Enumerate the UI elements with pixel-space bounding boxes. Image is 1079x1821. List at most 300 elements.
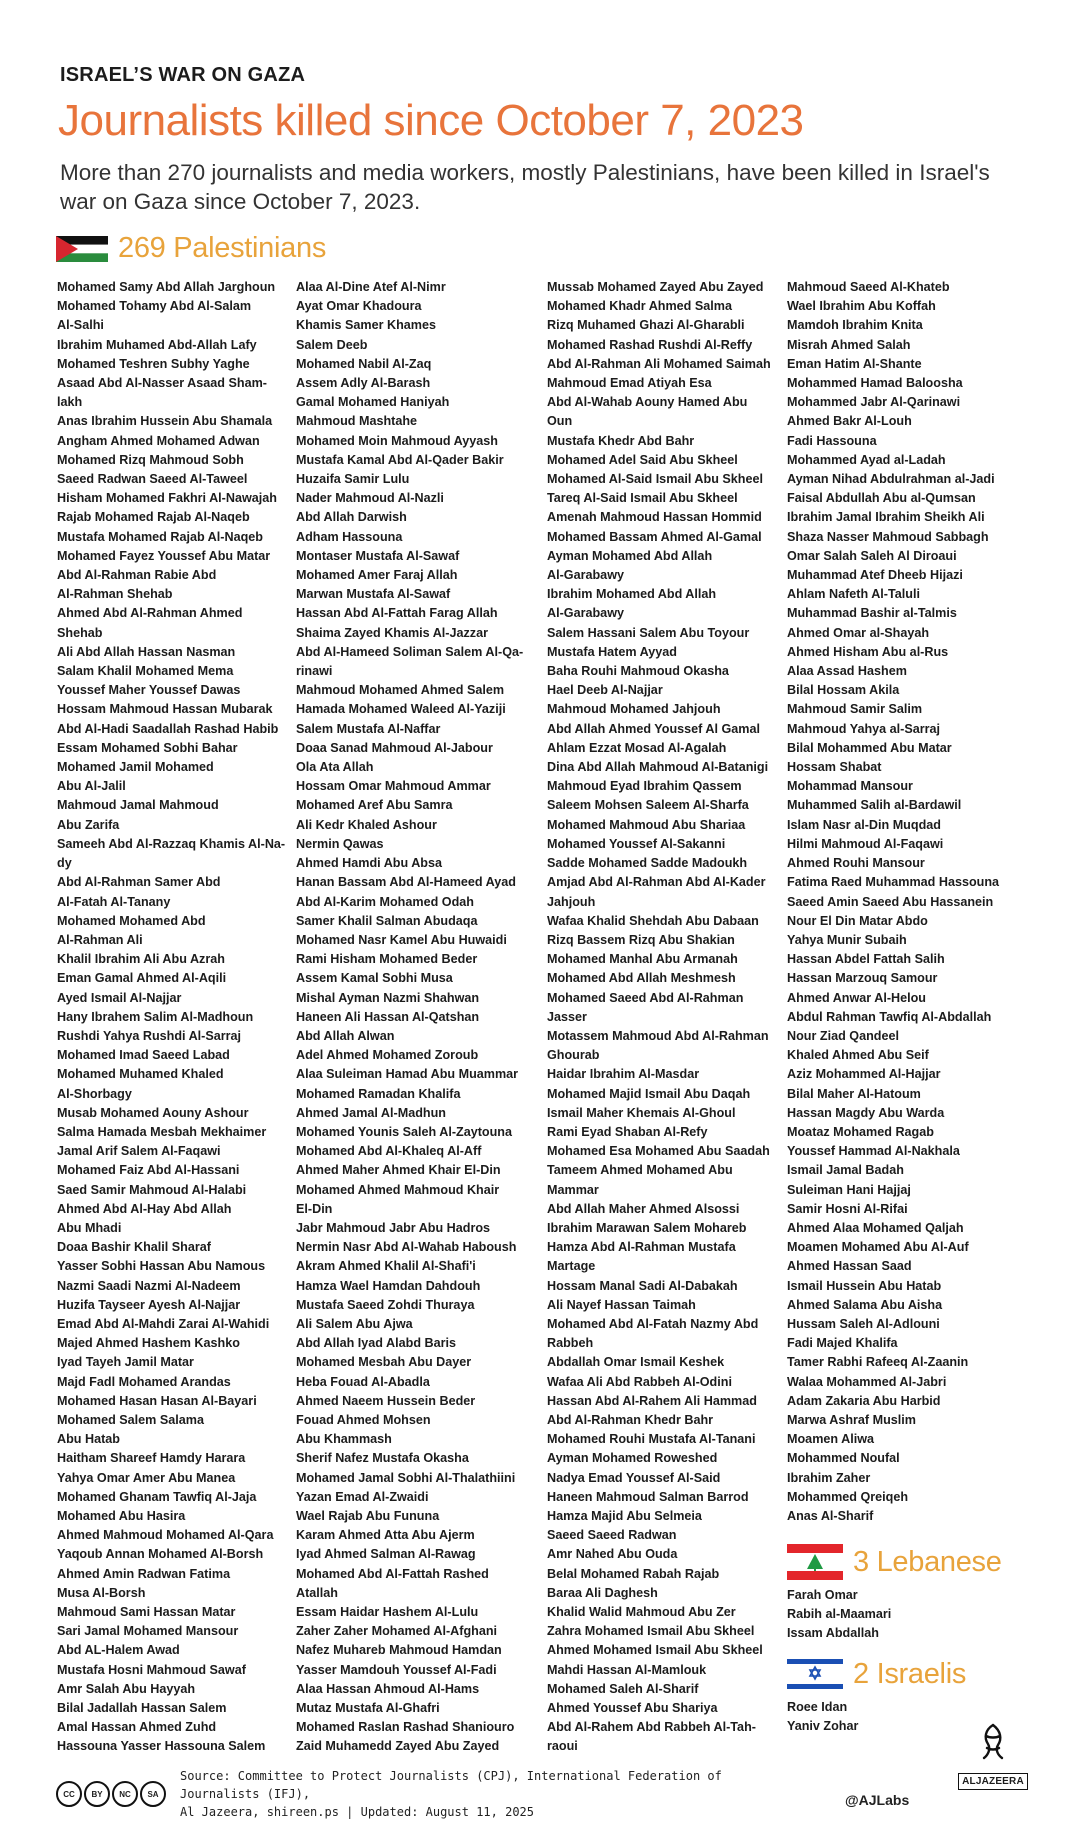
name-entry: Mohamed Raslan Rashad Shaniouro bbox=[296, 1720, 515, 1735]
name-entry: Abd Al-Rahem Abd Rabbeh Al-Tah- bbox=[547, 1720, 756, 1735]
name-entry: Hamada Mohamed Waleed Al-Yaziji bbox=[296, 702, 506, 717]
name-entry: Hussam Saleh Al-Adlouni bbox=[787, 1316, 940, 1331]
names-column-1 bbox=[57, 278, 289, 1757]
name-entry: Farah Omar bbox=[787, 1588, 858, 1602]
name-entry: Montaser Mustafa Al-Sawaf bbox=[296, 548, 460, 563]
name-entry: Ali Abd Allah Hassan Nasman bbox=[57, 644, 236, 659]
name-entry: Abd Al-Wahab Aouny Hamed Abu bbox=[547, 395, 748, 410]
aljazeera-wordmark: ALJAZEERA bbox=[958, 1773, 1028, 1790]
name-entry: Omar Salah Saleh Al Diroaui bbox=[787, 548, 957, 563]
name-entry: Ibrahim Jamal Ibrahim Sheikh Ali bbox=[787, 510, 985, 525]
name-entry: Marwan Mustafa Al-Sawaf bbox=[296, 587, 451, 602]
name-entry: Bilal Maher Al-Hatoum bbox=[787, 1086, 921, 1101]
name-entry: Ayman Nihad Abdulrahman al-Jadi bbox=[787, 472, 995, 487]
name-entry: Mutaz Mustafa Al-Ghafri bbox=[296, 1701, 440, 1716]
name-entry: Mustafa Saeed Zohdi Thuraya bbox=[296, 1297, 475, 1312]
name-entry: Haitham Shareef Hamdy Harara bbox=[57, 1451, 246, 1466]
name-entry: Anas Ibrahim Hussein Abu Shamala bbox=[57, 414, 273, 429]
name-entry: Abu Hatab bbox=[57, 1432, 120, 1447]
name-entry: Mahmoud Mohamed Ahmed Salem bbox=[296, 683, 505, 698]
name-entry: Mohamed Tohamy Abd Al-Salam bbox=[57, 299, 252, 314]
name-entry: Hossam Mahmoud Hassan Mubarak bbox=[57, 702, 273, 717]
name-entry: Mohamed Teshren Subhy Yaghe bbox=[57, 356, 250, 371]
name-entry: Issam Abdallah bbox=[787, 1626, 879, 1641]
palestinians-heading bbox=[56, 232, 326, 265]
name-entry: Youssef Hammad Al-Nakhala bbox=[787, 1144, 960, 1159]
name-entry: Jabr Mahmoud Jabr Abu Hadros bbox=[296, 1220, 491, 1235]
name-entry: Hamza Abd Al-Rahman Mustafa bbox=[547, 1240, 736, 1255]
name-entry: Ghourab bbox=[547, 1048, 600, 1063]
name-entry: El-Din bbox=[296, 1201, 333, 1216]
name-entry: Al-Rahman Shehab bbox=[57, 587, 173, 602]
name-entry: Baha Rouhi Mahmoud Okasha bbox=[547, 664, 729, 679]
aljazeera-emblem-icon bbox=[976, 1722, 1010, 1762]
name-entry: Abd Allah Darwish bbox=[296, 510, 407, 525]
name-entry: Hassan Abd Al-Rahem Ali Hammad bbox=[547, 1393, 757, 1408]
name-entry: Saeed Amin Saeed Abu Hassanein bbox=[787, 894, 994, 909]
name-entry: Ahmed Hisham Abu al-Rus bbox=[787, 644, 949, 659]
name-entry: Angham Ahmed Mohamed Adwan bbox=[57, 433, 260, 448]
name-entry: Hassan Abd Al-Fattah Farag Allah bbox=[296, 606, 498, 621]
name-entry: Zaher Zaher Mohamed Al-Afghani bbox=[296, 1624, 498, 1639]
name-entry: Tamer Rabhi Rafeeq Al-Zaanin bbox=[787, 1355, 969, 1370]
name-entry: Abd Al-Karim Mohamed Odah bbox=[296, 894, 474, 909]
lebanon-flag-icon bbox=[787, 1544, 843, 1580]
name-entry: Mohamed Ghanam Tawfiq Al-Jaja bbox=[57, 1489, 257, 1504]
name-entry: Hilmi Mahmoud Al-Faqawi bbox=[787, 836, 944, 851]
by-icon: BY bbox=[84, 1781, 110, 1807]
name-entry: Mohamed Nabil Al-Zaq bbox=[296, 356, 432, 371]
name-entry: Ahmed Abd Al-Hay Abd Allah bbox=[57, 1201, 232, 1216]
name-entry: Assem Adly Al-Barash bbox=[296, 376, 431, 391]
name-entry: Moamen Aliwa bbox=[787, 1432, 875, 1447]
name-entry: Iyad Ahmed Salman Al-Rawag bbox=[296, 1547, 476, 1562]
name-entry: Fouad Ahmed Mohsen bbox=[296, 1412, 431, 1427]
name-entry: Adel Ahmed Mohamed Zoroub bbox=[296, 1048, 479, 1063]
name-entry: Ibrahim Marawan Salem Mohareb bbox=[547, 1220, 747, 1235]
name-entry: Bilal Hossam Akila bbox=[787, 683, 900, 698]
name-entry: Hassan Magdy Abu Warda bbox=[787, 1105, 945, 1120]
name-entry: Muhammad Bashir al-Talmis bbox=[787, 606, 957, 621]
name-entry: Fatima Raed Muhammad Hassouna bbox=[787, 875, 1000, 890]
name-entry: Sherif Nafez Mustafa Okasha bbox=[296, 1451, 469, 1466]
name-entry: Hossam Omar Mahmoud Ammar bbox=[296, 779, 491, 794]
name-entry: Emad Abd Al-Mahdi Zarai Al-Wahidi bbox=[57, 1316, 270, 1331]
name-entry: Mohammed Qreiqeh bbox=[787, 1489, 909, 1504]
name-entry: Hamza Wael Hamdan Dahdouh bbox=[296, 1278, 481, 1293]
name-entry: Amr Salah Abu Hayyah bbox=[57, 1681, 196, 1696]
name-entry: Amenah Mahmoud Hassan Hommid bbox=[547, 510, 762, 525]
names-column-4 bbox=[787, 278, 1019, 1526]
name-entry: Mahmoud Saeed Al-Khateb bbox=[787, 280, 950, 294]
source-note bbox=[180, 1767, 780, 1821]
name-entry: Majed Ahmed Hashem Kashko bbox=[57, 1336, 240, 1351]
sa-icon: SA bbox=[140, 1781, 166, 1807]
name-entry: Haidar Ibrahim Al-Masdar bbox=[547, 1067, 700, 1082]
israel-flag-icon bbox=[787, 1656, 843, 1692]
name-entry: Alaa Suleiman Hamad Abu Muammar bbox=[296, 1067, 519, 1082]
name-entry: Suleiman Hani Hajjaj bbox=[787, 1182, 911, 1197]
name-entry: Mohamed Amer Faraj Allah bbox=[296, 568, 458, 583]
name-entry: Al-Shorbagy bbox=[57, 1086, 132, 1101]
name-entry: rinawi bbox=[296, 664, 333, 679]
name-entry: Rajab Mohamed Rajab Al-Naqeb bbox=[57, 510, 250, 525]
name-entry: Hany Ibrahem Salim Al-Madhoun bbox=[57, 1009, 254, 1024]
name-entry: Khamis Samer Khames bbox=[296, 318, 436, 333]
name-entry: Abu Zarifa bbox=[57, 817, 120, 832]
name-entry: Mahmoud Eyad Ibrahim Qassem bbox=[547, 779, 742, 794]
name-entry: Marwa Ashraf Muslim bbox=[787, 1412, 916, 1427]
subtitle: More than 270 journalists and media workers, mostly Palestinians, have been killed in Israel's war on Gaza since October 7, 2023. bbox=[60, 160, 990, 214]
name-entry: Mahmoud Samir Salim bbox=[787, 702, 923, 717]
name-entry: Yasser Sobhi Hassan Abu Namous bbox=[57, 1259, 266, 1274]
name-entry: Mohamed Aref Abu Samra bbox=[296, 798, 453, 813]
name-entry: Saed Samir Mahmoud Al-Halabi bbox=[57, 1182, 247, 1197]
name-entry: Hassan Abdel Fattah Salih bbox=[787, 952, 945, 967]
name-entry: Nermin Nasr Abd Al-Wahab Haboush bbox=[296, 1240, 517, 1255]
name-entry: dy bbox=[57, 856, 72, 871]
name-entry: Wael Rajab Abu Fununa bbox=[296, 1509, 440, 1523]
name-entry: Abd Allah Alwan bbox=[296, 1028, 395, 1043]
lebanese-heading bbox=[787, 1544, 1002, 1580]
name-entry: Shaima Zayed Khamis Al-Jazzar bbox=[296, 625, 489, 640]
name-entry: Al-Garabawy bbox=[547, 568, 624, 583]
name-entry: Yaniv Zohar bbox=[787, 1719, 859, 1734]
name-entry: Ahmed Amin Radwan Fatima bbox=[57, 1566, 231, 1581]
name-entry: Khalid Walid Mahmoud Abu Zer bbox=[547, 1605, 736, 1620]
name-entry: Mohamed Rouhi Mustafa Al-Tanani bbox=[547, 1432, 756, 1447]
name-entry: Roee Idan bbox=[787, 1700, 848, 1714]
name-entry: Mohamed Abd Al-Fatah Nazmy Abd bbox=[547, 1316, 759, 1331]
name-entry: Nour Ziad Qandeel bbox=[787, 1028, 899, 1043]
name-entry: Mohamed Ahmed Mahmoud Khair bbox=[296, 1182, 500, 1197]
name-entry: Abd Al-Hadi Saadallah Rashad Habib bbox=[57, 721, 279, 736]
name-entry: Mohamed Abd Al-Khaleq Al-Aff bbox=[296, 1144, 482, 1159]
aljazeera-logo bbox=[958, 1722, 1028, 1790]
name-entry: Salem Deeb bbox=[296, 337, 368, 352]
name-entry: Abd Allah Maher Ahmed Alsossi bbox=[547, 1201, 740, 1216]
name-entry: Musab Mohamed Aouny Ashour bbox=[57, 1105, 249, 1120]
name-entry: Wael Ibrahim Abu Koffah bbox=[787, 299, 936, 314]
name-entry: Aziz Mohammed Al-Hajjar bbox=[787, 1067, 941, 1082]
name-entry: Bilal Mohammed Abu Matar bbox=[787, 740, 952, 755]
name-entry: Hanan Bassam Abd Al-Hameed Ayad bbox=[296, 875, 516, 890]
name-entry: Moataz Mohamed Ragab bbox=[787, 1124, 934, 1139]
name-entry: Mohamed Mahmoud Abu Shariaa bbox=[547, 817, 746, 832]
name-entry: Khaled Ahmed Abu Seif bbox=[787, 1048, 929, 1063]
name-entry: Salem Mustafa Al-Naffar bbox=[296, 721, 441, 736]
name-entry: Ahlam Ezzat Mosad Al-Agalah bbox=[547, 740, 727, 755]
name-entry: Mohammed Jabr Al-Qarinawi bbox=[787, 395, 961, 410]
name-entry: Mohamed Muhamed Khaled bbox=[57, 1067, 224, 1082]
cc-icon: CC bbox=[56, 1781, 82, 1807]
name-entry: Ayed Ismail Al-Najjar bbox=[57, 990, 182, 1005]
name-entry: Mohamed Saleh Al-Sharif bbox=[547, 1681, 699, 1696]
name-entry: Essam Haidar Hashem Al-Lulu bbox=[296, 1605, 479, 1620]
name-entry: Muhammed Salih al-Bardawil bbox=[787, 798, 962, 813]
name-entry: Hossam Shabat bbox=[787, 760, 882, 775]
name-entry: Abu Khammash bbox=[296, 1432, 392, 1447]
name-entry: Akram Ahmed Khalil Al-Shafi'i bbox=[296, 1259, 476, 1274]
name-entry: Yahya Munir Subaih bbox=[787, 932, 907, 947]
name-entry: Ayat Omar Khadoura bbox=[296, 299, 422, 314]
name-entry: Belal Mohamed Rabah Rajab bbox=[547, 1566, 720, 1581]
name-entry: Hael Deeb Al-Najjar bbox=[547, 683, 663, 698]
name-entry: Doaa Bashir Khalil Sharaf bbox=[57, 1240, 211, 1255]
name-entry: lakh bbox=[57, 395, 83, 410]
name-entry: Rizq Bassem Rizq Abu Shakian bbox=[547, 932, 735, 947]
name-entry: Rabbeh bbox=[547, 1336, 594, 1351]
name-entry: Salem Hassani Salem Abu Toyour bbox=[547, 625, 750, 640]
name-entry: Mahdi Hassan Al-Mamlouk bbox=[547, 1662, 707, 1677]
name-entry: Nader Mahmoud Al-Nazli bbox=[296, 491, 444, 506]
name-entry: Mohammed Noufal bbox=[787, 1451, 900, 1466]
name-entry: Ahmed Rouhi Mansour bbox=[787, 856, 925, 871]
name-entry: Misrah Ahmed Salah bbox=[787, 337, 911, 352]
name-entry: Ahmed Youssef Abu Shariya bbox=[547, 1701, 718, 1716]
name-entry: Amjad Abd Al-Rahman Abd Al-Kader bbox=[547, 875, 766, 890]
name-entry: Mahmoud Emad Atiyah Esa bbox=[547, 376, 712, 391]
name-entry: Iyad Tayeh Jamil Matar bbox=[57, 1355, 194, 1370]
name-entry: Doaa Sanad Mahmoud Al-Jabour bbox=[296, 740, 493, 755]
name-entry: Motassem Mahmoud Abd Al-Rahman bbox=[547, 1028, 769, 1043]
name-entry: Assem Kamal Sobhi Musa bbox=[296, 971, 453, 986]
name-entry: Shehab bbox=[57, 625, 103, 640]
name-entry: Oun bbox=[547, 414, 573, 429]
name-entry: Ali Salem Abu Ajwa bbox=[296, 1316, 413, 1331]
name-entry: Al-Fatah Al-Tanany bbox=[57, 894, 171, 909]
name-entry: Tareq Al-Said Ismail Abu Skheel bbox=[547, 491, 738, 506]
name-entry: Abu Mhadi bbox=[57, 1220, 122, 1235]
name-entry: Ahmed Bakr Al-Louh bbox=[787, 414, 912, 429]
name-entry: Mohamed Abu Hasira bbox=[57, 1509, 186, 1523]
name-entry: Saeed Saeed Radwan bbox=[547, 1528, 677, 1543]
name-entry: Majd Fadl Mohamed Arandas bbox=[57, 1374, 231, 1389]
name-entry: Huzifa Tayseer Ayesh Al-Najjar bbox=[57, 1297, 241, 1312]
name-entry: Mahmoud Mashtahe bbox=[296, 414, 418, 429]
name-entry: Abd AL-Halem Awad bbox=[57, 1643, 180, 1658]
name-entry: Mohamed Hasan Hasan Al-Bayari bbox=[57, 1393, 257, 1408]
name-entry: Ola Ata Allah bbox=[296, 760, 374, 775]
lebanese-names bbox=[787, 1586, 1019, 1644]
name-entry: Huzaifa Samir Lulu bbox=[296, 472, 410, 487]
name-entry: Adham Hassouna bbox=[296, 529, 403, 544]
name-entry: Mohamed Rashad Rushdi Al-Reffy bbox=[547, 337, 753, 352]
name-entry: Salam Khalil Mohamed Mema bbox=[57, 664, 234, 679]
name-entry: Jasser bbox=[547, 1009, 587, 1024]
name-entry: Samer Khalil Salman Abudaqa bbox=[296, 913, 478, 928]
name-entry: Abd Al-Hameed Soliman Salem Al-Qa- bbox=[296, 644, 524, 659]
name-entry: Mohamed Adel Said Abu Skheel bbox=[547, 452, 738, 467]
name-entry: Shaza Nasser Mahmoud Sabbagh bbox=[787, 529, 989, 544]
name-entry: Bilal Jadallah Hassan Salem bbox=[57, 1701, 227, 1716]
name-entry: Ali Nayef Hassan Taimah bbox=[547, 1297, 696, 1312]
name-entry: Mustafa Hosni Mahmoud Sawaf bbox=[57, 1662, 246, 1677]
name-entry: Ahlam Nafeth Al-Taluli bbox=[787, 587, 920, 602]
name-entry: Mohamed Samy Abd Allah Jarghoun bbox=[57, 280, 276, 294]
name-entry: Ahmed Mahmoud Mohamed Al-Qara bbox=[57, 1528, 274, 1543]
name-entry: Ayman Mohamed Roweshed bbox=[547, 1451, 718, 1466]
name-entry: Faisal Abdullah Abu al-Qumsan bbox=[787, 491, 976, 506]
name-entry: Mamdoh Ibrahim Knita bbox=[787, 318, 923, 333]
name-entry: Muhammad Atef Dheeb Hijazi bbox=[787, 568, 963, 583]
name-entry: Ibrahim Muhamed Abd-Allah Lafy bbox=[57, 337, 257, 352]
name-entry: Mohamed Khadr Ahmed Salma bbox=[547, 299, 732, 314]
name-entry: Yahya Omar Amer Abu Manea bbox=[57, 1470, 236, 1485]
kicker: ISRAEL’S WAR ON GAZA bbox=[60, 64, 306, 86]
name-entry: Heba Fouad Al-Abadla bbox=[296, 1374, 430, 1389]
name-entry: Abd Al-Rahman Ali Mohamed Saimah bbox=[547, 356, 771, 371]
name-entry: Abdul Rahman Tawfiq Al-Abdallah bbox=[787, 1009, 992, 1024]
name-entry: Mohamed Majid Ismail Abu Daqah bbox=[547, 1086, 751, 1101]
name-entry: Ahmed Anwar Al-Helou bbox=[787, 990, 927, 1005]
name-entry: Mammar bbox=[547, 1182, 599, 1197]
name-entry: Mishal Ayman Nazmi Shahwan bbox=[296, 990, 480, 1005]
nc-icon: NC bbox=[112, 1781, 138, 1807]
names-column-2 bbox=[296, 278, 532, 1757]
name-entry: Sameeh Abd Al-Razzaq Khamis Al-Na- bbox=[57, 836, 286, 851]
name-entry: Mohammed Ayad al-Ladah bbox=[787, 452, 946, 467]
name-entry: Asaad Abd Al-Nasser Asaad Sham- bbox=[57, 376, 267, 391]
name-entry: Mahmoud Jamal Mahmoud bbox=[57, 798, 219, 813]
name-entry: Ahmed Hassan Saad bbox=[787, 1259, 912, 1274]
name-entry: Al-Garabawy bbox=[547, 606, 624, 621]
name-entry: Ahmed Jamal Al-Madhun bbox=[296, 1105, 446, 1120]
name-entry: Wafaa Khalid Shehdah Abu Dabaan bbox=[547, 913, 759, 928]
name-entry: Khalil Ibrahim Ali Abu Azrah bbox=[57, 952, 225, 967]
name-entry: Mohamed Abd Allah Meshmesh bbox=[547, 971, 736, 986]
name-entry: Amal Hassan Ahmed Zuhd bbox=[57, 1720, 217, 1735]
name-entry: Ahmed Alaa Mohamed Qaljah bbox=[787, 1220, 964, 1235]
name-entry: Walaa Mohammed Al-Jabri bbox=[787, 1374, 947, 1389]
name-entry: Abd Allah Ahmed Youssef Al Gamal bbox=[547, 721, 760, 736]
name-entry: Atallah bbox=[296, 1585, 338, 1600]
social-handle: @AJLabs bbox=[845, 1792, 910, 1808]
name-entry: Eman Gamal Ahmed Al-Aqili bbox=[57, 971, 227, 986]
name-entry: Mohamed Esa Mohamed Abu Saadah bbox=[547, 1144, 770, 1159]
name-entry: Hisham Mohamed Fakhri Al-Nawajah bbox=[57, 491, 277, 506]
name-entry: Mussab Mohamed Zayed Abu Zayed bbox=[547, 280, 764, 294]
name-entry: Adam Zakaria Abu Harbid bbox=[787, 1393, 941, 1408]
name-entry: Mohamed Rizq Mahmoud Sobh bbox=[57, 452, 244, 467]
name-entry: Mustafa Kamal Abd Al-Qader Bakir bbox=[296, 452, 504, 467]
name-entry: Salma Hamada Mesbah Mekhaimer bbox=[57, 1124, 267, 1139]
name-entry: Mohamed Al-Said Ismail Abu Skheel bbox=[547, 472, 764, 487]
name-entry: Mohamed Jamal Sobhi Al-Thalathiini bbox=[296, 1470, 516, 1485]
name-entry: Ali Kedr Khaled Ashour bbox=[296, 817, 437, 832]
name-entry: Abdallah Omar Ismail Keshek bbox=[547, 1355, 725, 1370]
name-entry: Mohamed Fayez Youssef Abu Matar bbox=[57, 548, 271, 563]
name-entry: Ibrahim Mohamed Abd Allah bbox=[547, 587, 717, 602]
name-entry: Dina Abd Allah Mahmoud Al-Batanigi bbox=[547, 760, 769, 775]
name-entry: Hassouna Yasser Hassouna Salem bbox=[57, 1739, 266, 1754]
name-entry: Alaa Al-Dine Atef Al-Nimr bbox=[296, 280, 446, 294]
name-entry: Abd Al-Rahman Khedr Bahr bbox=[547, 1412, 714, 1427]
name-entry: Baraa Ali Daghesh bbox=[547, 1585, 658, 1600]
name-entry: Samir Hosni Al-Rifai bbox=[787, 1201, 908, 1216]
name-entry: Mohammed Hamad Baloosha bbox=[787, 376, 963, 391]
name-entry: Jamal Arif Salem Al-Faqawi bbox=[57, 1144, 221, 1159]
name-entry: Ahmed Salama Abu Aisha bbox=[787, 1297, 943, 1312]
name-entry: Mustafa Khedr Abd Bahr bbox=[547, 433, 695, 448]
name-entry: Zaid Muhamedd Zayed Abu Zayed bbox=[296, 1739, 500, 1754]
name-entry: Hassan Marzouq Samour bbox=[787, 971, 938, 986]
name-entry: Ahmed Maher Ahmed Khair El-Din bbox=[296, 1163, 501, 1178]
name-entry: Martage bbox=[547, 1259, 596, 1274]
lebanese-label: 3 Lebanese bbox=[853, 1545, 1002, 1578]
name-entry: Youssef Maher Youssef Dawas bbox=[57, 683, 241, 698]
names-column-3 bbox=[547, 278, 779, 1757]
name-entry: Alaa Hassan Ahmoud Al-Hams bbox=[296, 1681, 480, 1696]
name-entry: Ibrahim Zaher bbox=[787, 1470, 871, 1485]
name-entry: Abd Allah Iyad Alabd Baris bbox=[296, 1336, 457, 1351]
name-entry: Alaa Assad Hashem bbox=[787, 664, 907, 679]
name-entry: Ismail Maher Khemais Al-Ghoul bbox=[547, 1105, 736, 1120]
name-entry: Yasser Mamdouh Youssef Al-Fadi bbox=[296, 1662, 497, 1677]
page-title: Journalists killed since October 7, 2023 bbox=[58, 96, 804, 145]
name-entry: Mustafa Hatem Ayyad bbox=[547, 644, 677, 659]
name-entry: Abd Al-Rahman Samer Abd bbox=[57, 875, 221, 890]
name-entry: Al-Rahman Ali bbox=[57, 932, 143, 947]
name-entry: Eman Hatim Al-Shante bbox=[787, 356, 922, 371]
name-entry: Haneen Ali Hassan Al-Qatshan bbox=[296, 1009, 480, 1024]
israelis-heading bbox=[787, 1656, 966, 1692]
name-entry: Ahmed Abd Al-Rahman Ahmed bbox=[57, 606, 243, 621]
name-entry: Yaqoub Annan Mohamed Al-Borsh bbox=[57, 1547, 264, 1562]
name-entry: Mohamed Moin Mahmoud Ayyash bbox=[296, 433, 498, 448]
name-entry: Ismail Jamal Badah bbox=[787, 1163, 904, 1178]
source-line-2: Al Jazeera, shireen.ps | Updated: August 11, 2025 bbox=[180, 1805, 535, 1819]
name-entry: Nadya Emad Youssef Al-Said bbox=[547, 1470, 721, 1485]
name-entry: Ahmed Hamdi Abu Absa bbox=[296, 856, 443, 871]
creative-commons-license-icon bbox=[56, 1781, 166, 1807]
name-entry: Mohamed Saeed Abd Al-Rahman bbox=[547, 990, 744, 1005]
name-entry: Saeed Radwan Saeed Al-Taweel bbox=[57, 472, 248, 487]
name-entry: Rami Eyad Shaban Al-Refy bbox=[547, 1124, 708, 1139]
name-entry: Hamza Majid Abu Selmeia bbox=[547, 1509, 702, 1523]
name-entry: Nazmi Saadi Nazmi Al-Nadeem bbox=[57, 1278, 241, 1293]
name-entry: Islam Nasr al-Din Muqdad bbox=[787, 817, 941, 832]
name-entry: Jahjouh bbox=[547, 894, 596, 909]
source-line-1: Source: Committee to Protect Journalists (CPJ), International Federation of Journalists (IFJ), bbox=[180, 1769, 722, 1801]
name-entry: Zahra Mohamed Ismail Abu Skheel bbox=[547, 1624, 755, 1639]
name-entry: Mohamed Bassam Ahmed Al-Gamal bbox=[547, 529, 762, 544]
name-entry: Haneen Mahmoud Salman Barrod bbox=[547, 1489, 749, 1504]
name-entry: Karam Ahmed Atta Abu Ajerm bbox=[296, 1528, 475, 1543]
name-entry: Mustafa Mohamed Rajab Al-Naqeb bbox=[57, 529, 263, 544]
name-entry: Sari Jamal Mohamed Mansour bbox=[57, 1624, 239, 1639]
name-entry: Fadi Hassouna bbox=[787, 433, 877, 448]
name-entry: Mohamed Younis Saleh Al-Zaytouna bbox=[296, 1124, 512, 1139]
name-entry: Fadi Majed Khalifa bbox=[787, 1336, 898, 1351]
name-entry: Essam Mohamed Sobhi Bahar bbox=[57, 740, 238, 755]
name-entry: Mohamed Jamil Mohamed bbox=[57, 760, 214, 775]
name-entry: Mahmoud Yahya al-Sarraj bbox=[787, 721, 941, 736]
name-entry: Gamal Mohamed Haniyah bbox=[296, 395, 450, 410]
name-entry: Mohamed Imad Saeed Labad bbox=[57, 1048, 230, 1063]
name-entry: Ahmed Mohamed Ismail Abu Skheel bbox=[547, 1643, 763, 1658]
name-entry: Nour El Din Matar Abdo bbox=[787, 913, 928, 928]
name-entry: Rabih al-Maamari bbox=[787, 1607, 892, 1622]
name-entry: Mahmoud Mohamed Jahjouh bbox=[547, 702, 721, 717]
name-entry: Ayman Mohamed Abd Allah bbox=[547, 548, 713, 563]
name-entry: Mohamed Ramadan Khalifa bbox=[296, 1086, 461, 1101]
name-entry: Abd Al-Rahman Rabie Abd bbox=[57, 568, 217, 583]
name-entry: Hossam Manal Sadi Al-Dabakah bbox=[547, 1278, 738, 1293]
name-entry: Amr Nahed Abu Ouda bbox=[547, 1547, 678, 1562]
name-entry: Ahmed Naeem Hussein Beder bbox=[296, 1393, 476, 1408]
name-entry: Saleem Mohsen Saleem Al-Sharfa bbox=[547, 798, 749, 813]
